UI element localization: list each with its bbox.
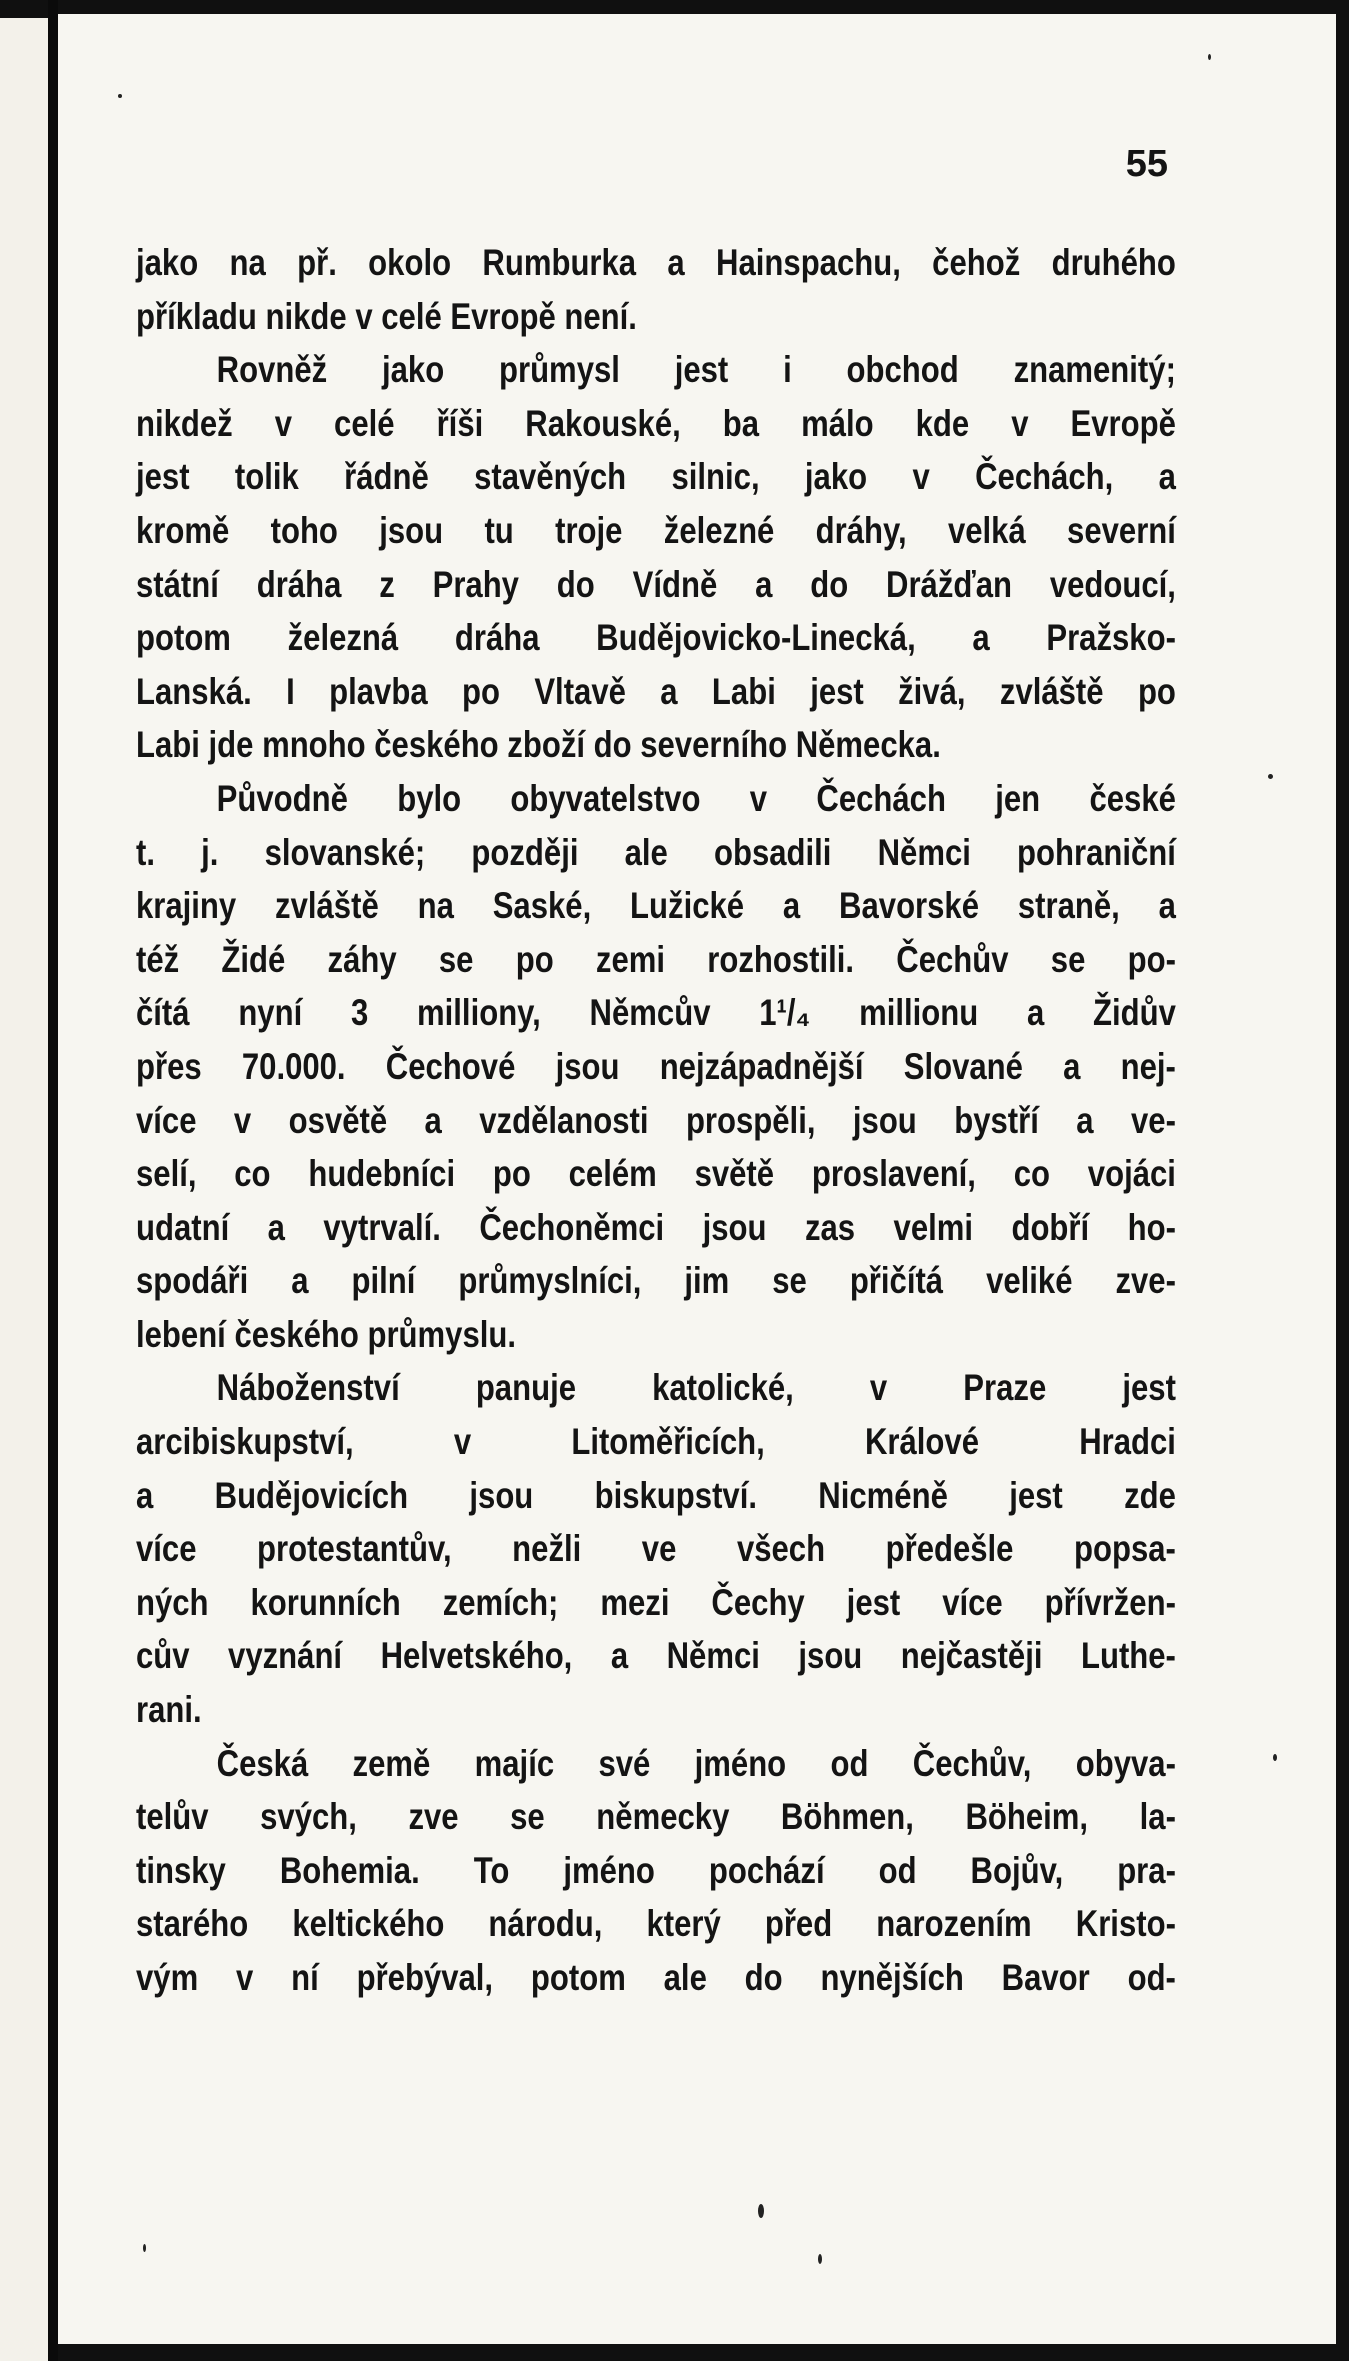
text-line: rani. <box>136 1689 202 1731</box>
text-line: t. j. slovanské; později ale obsadili Němci pohraniční <box>136 831 1176 873</box>
text-line: Česká země majíc své jméno od Čechův, obyva- <box>216 1742 1176 1784</box>
text-line: ných korunních zemích; mezi Čechy jest více přívržen- <box>136 1581 1176 1623</box>
text-line: starého keltického národu, který před narozením Kristo- <box>136 1903 1176 1945</box>
text-line: více v osvětě a vzdělanosti prospěli, jsou bystří a ve- <box>136 1099 1176 1141</box>
paper-speck <box>818 2254 822 2264</box>
paper-speck <box>143 2244 146 2252</box>
text-line: přes 70.000. Čechové jsou nejzápadnější Slované a nej- <box>136 1045 1176 1087</box>
text-line: Rovněž jako průmysl jest i obchod znamenitý; <box>216 349 1176 391</box>
text-line: čítá nyní 3 milliony, Němcův 1¹/₄ millionu a Židův <box>136 992 1176 1034</box>
text-line: tinsky Bohemia. To jméno pochází od Bojův, pra- <box>136 1849 1176 1891</box>
paper-speck <box>1273 1754 1277 1761</box>
text-line: spodáři a pilní průmyslníci, jim se přičítá veliké zve- <box>136 1260 1176 1302</box>
paper-speck <box>1268 774 1273 779</box>
text-line: jest tolik řádně stavěných silnic, jako v Čechách, a <box>136 456 1176 498</box>
text-line: a Budějovicích jsou biskupství. Nicméně jest zde <box>136 1474 1176 1516</box>
text-line: vým v ní přebýval, potom ale do nynějších Bavor od- <box>136 1957 1176 1998</box>
text-line: potom železná dráha Budějovicko-Linecká, a Pražsko- <box>136 617 1176 659</box>
text-line: státní dráha z Prahy do Vídně a do Drážďan vedoucí, <box>136 563 1176 605</box>
facing-page-edge <box>0 18 48 2361</box>
text-line: krajiny zvláště na Saské, Lužické a Bavorské straně, a <box>136 885 1176 927</box>
paper-speck <box>758 2204 764 2218</box>
text-line: též Židé záhy se po zemi rozhostili. Čechův se po- <box>136 938 1176 980</box>
text-line: telův svých, zve se německy Böhmen, Böheim, la- <box>136 1796 1176 1838</box>
text-line: arcibiskupství, v Litoměřicích, Králové Hradci <box>136 1421 1176 1463</box>
page-number: 55 <box>1125 143 1168 185</box>
paper-speck <box>118 94 122 98</box>
text-line: lebení českého průmyslu. <box>136 1313 517 1355</box>
book-gutter <box>48 0 58 2361</box>
text-line: selí, co hudebníci po celém světě proslavení, co vojáci <box>136 1153 1176 1195</box>
text-line: více protestantův, nežli ve všech předešle popsa- <box>136 1528 1176 1570</box>
text-line: Lanská. I plavba po Vltavě a Labi jest živá, zvláště po <box>136 670 1176 712</box>
text-line: Labi jde mnoho českého zboží do severního Německa. <box>136 724 941 766</box>
text-line: Náboženství panuje katolické, v Praze jest <box>216 1367 1176 1409</box>
paper-speck <box>1208 54 1211 60</box>
body-text <box>136 236 1176 2005</box>
text-line: udatní a vytrvalí. Čechoněmci jsou zas velmi dobří ho- <box>136 1206 1176 1248</box>
text-line: jako na př. okolo Rumburka a Hainspachu, čehož druhého <box>136 242 1176 283</box>
text-line: kromě toho jsou tu troje železné dráhy, velká severní <box>136 509 1176 551</box>
text-line: příkladu nikde v celé Evropě není. <box>136 295 637 337</box>
text-line: Původně bylo obyvatelstvo v Čechách jen české <box>216 777 1176 819</box>
text-line: nikdež v celé říši Rakouské, ba málo kde v Evropě <box>136 402 1176 444</box>
text-line: cův vyznání Helvetského, a Němci jsou nejčastěji Luthe- <box>136 1635 1176 1677</box>
